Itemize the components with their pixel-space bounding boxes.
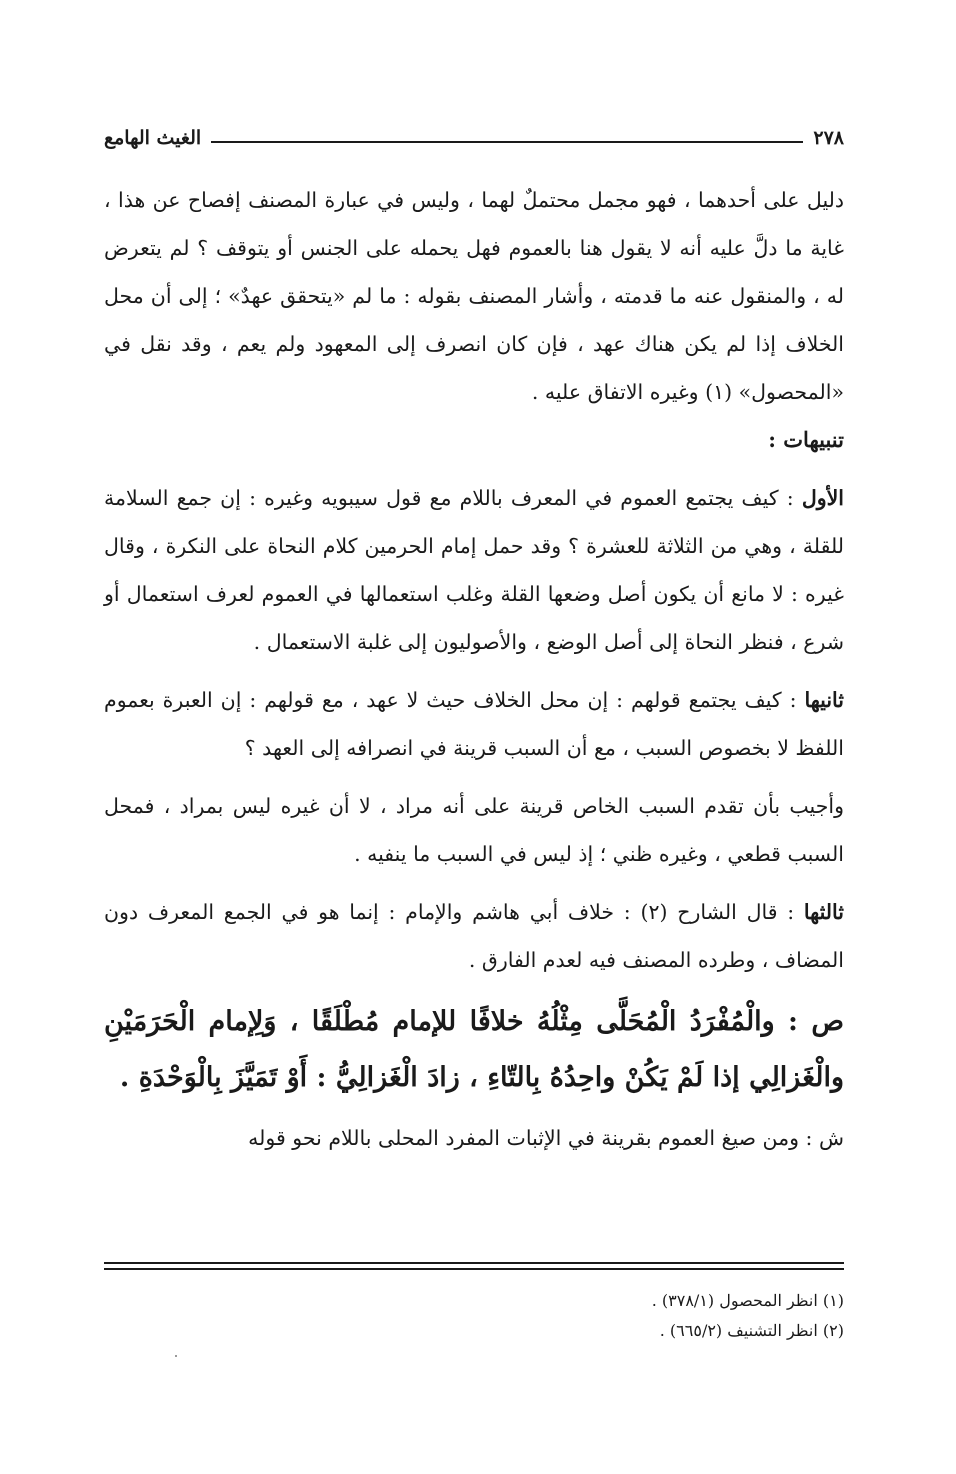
paragraph-lead: الأول (801, 486, 844, 510)
footnote-separator (104, 1262, 844, 1270)
scan-speck (175, 1355, 177, 1357)
paragraph-text: : كيف يجتمع قولهم : إن محل الخلاف حيث لا عهد ، مع قولهم : إن العبرة بعموم اللفظ لا بخصوص السبب ، مع أن السبب قرينة في انصرافه إلى العهد ؟ (104, 688, 844, 760)
sharh-text: ش : ومن صيغ العموم بقرينة في الإثبات المفرد المحلى باللام نحو قوله (248, 1126, 844, 1150)
paragraph-lead: ثانيها (804, 688, 844, 712)
paragraph-ujib: وأجيب بأن تقدم السبب الخاص قرينة على أنه مراد ، لا أن غيره ليس بمراد ، فمحل السبب قطعي ، وغيره ظني ؛ إذ ليس في السبب ما ينفيه . (104, 794, 844, 866)
paragraph-thaniha (104, 676, 844, 772)
footnote-2: (٢) انظر التشنيف (٦٦٥/٢) . (659, 1321, 844, 1340)
header-rule (211, 141, 803, 143)
footnote-1: (١) انظر المحصول (٣٧٨/١) . (651, 1291, 844, 1310)
paragraph-1: دليل على أحدهما ، فهو مجمل محتملٌ لهما ، وليس في عبارة المصنف إفصاح عن هذا ، غاية ما دلَّ عليه أنه لا يقول هنا بالعموم فهل يحمله على الجنس أو يتوقف ؟ لم يتعرض له ، والمنقول عنه ما قدمته ، وأشار المصنف بقوله : ما لم «يتحقق عهدٌ» ؛ إلى أن محل الخلاف إذا لم يكن هناك عهد ، فإن كان انصرف إلى المعهود ولم يعم ، وقد نقل في «المحصول» (١) وغيره الاتفاق عليه . (104, 188, 844, 404)
tanbihat-heading: تنبيهات : (768, 427, 844, 452)
page-header (104, 118, 844, 158)
paragraph-thalithuha (104, 888, 844, 984)
paragraph-awwal (104, 474, 844, 666)
book-page (104, 118, 844, 1340)
paragraph-lead: ثالثها (803, 900, 844, 924)
footnotes (652, 1286, 844, 1346)
paragraph-text: : كيف يجتمع العموم في المعرف باللام مع قول سيبويه وغيره : إن جمع السلامة للقلة ، وهي من الثلاثة للعشرة ؟ وقد حمل إمام الحرمين كلام النحاة على النكرة ، وقال غيره : لا مانع أن يكون أصل وضعها القلة وغلب استعمالها في العموم لعرف استعمال أو شرع ، فنظر النحاة إلى أصل الوضع ، والأصوليون إلى غلبة الاستعمال . (104, 486, 844, 654)
running-title: الغيث الهامع (104, 127, 202, 149)
paragraph-text: : قال الشارح (٢) : خلاف أبي هاشم والإمام : إنما هو في الجمع المعرف دون المضاف ، وطرده المصنف فيه لعدم الفارق . (104, 900, 844, 972)
matn-text: ص : والْمُفْرَدُ الْمُحَلَّى مِثْلُهُ خلافًا للإمام مُطْلَقًا ، وَلِإمام الْحَرَمَيْنِ والْغَزالِي إذا لَمْ يَكُنْ واحِدُهُ بِالتّاءِ ، زادَ الْغَزالِيُّ : أَوْ تَمَيَّزَ بِالْوَحْدَةِ . (104, 1006, 844, 1093)
page-number: ٢٧٨ (813, 127, 844, 149)
